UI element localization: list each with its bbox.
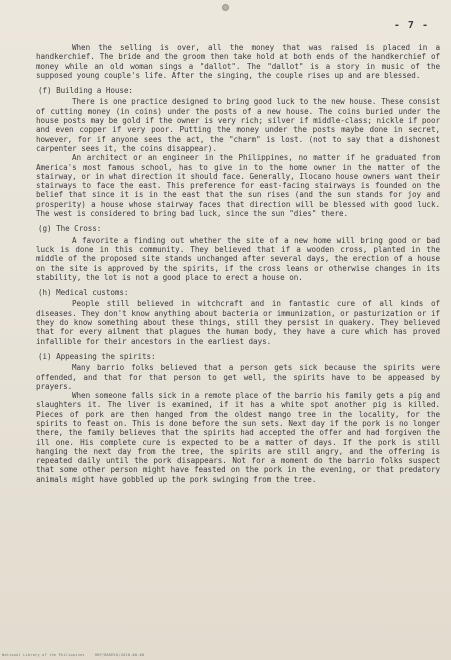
- page-number: - 7 -: [393, 20, 429, 31]
- section-heading: (f) Building a House:: [38, 86, 133, 96]
- body-paragraph: An architect or an engineer in the Philippines, no matter if he graduated from America's most famous school, has to give in to the home owner in the matter of the stairway, or in what direction it should face. Generally, Ilocano house owners want their stairways to face the east. This preference for east-facing stairways is founded on the belief that since it is in the east that the sun rises (and the sun stands for joy and prosperity) a house whose stairway faces that direction will be blessed with good luck. The west is considered to bring bad luck, since the sun "dies" there.: [36, 153, 440, 219]
- section-heading: (i) Appeasing the spirits:: [38, 351, 156, 361]
- body-paragraph: When the selling is over, all the money that was raised is placed in a handkerchief. The bride and the groom then take hold at both ends of the handkerchief of money while an old woman sings a "dallot". The "dallot" is a story in music of the supposed young couple's life. After the singing, the couple rises up and are blessed.: [36, 43, 440, 80]
- section-heading: (h) Medical customs:: [38, 288, 129, 298]
- body-paragraph: People still believed in witchcraft and in fantastic cure of all kinds of diseases. They don't know anything about bacteria or immunization, or pasturization or if they do know something about these things, still they persist in quakery. They believed that for every ailment that plagues the human body, they have a cure which has proved infallible for their ancestors in the earliest days.: [36, 299, 440, 346]
- body-paragraph: When someone falls sick in a remote place of the barrio his family gets a pig and slaughters it. The liver is examined, if it has a white spot another pig is killed. Pieces of pork are then hanged from the oldest mango tree in the locality, for the spirits to feast on. This is done before the sun sets. Next day if the pork is no longer there, the family believes that the spirits had accepted the offer and had forgiven the ill one. His complete cure is expected to be a matter of days. If the pork is still hanging the next day from the tree, the spirits are still angry, and the offering is repeated daily until the pork disappears. Not for a moment do the barrio folks suspect that some other person might have feasted on the pork in the evening, or that predatory animals might have gobbled up the pork swinging from the tree.: [36, 391, 440, 484]
- body-paragraph: There is one practice designed to bring good luck to the new house. These consist of cutting money (in coins) under the posts of a new house. The coins buried under the house posts may be gold if the owner is very rich; silver if middle-class; nickle if poor and even copper if very poor. Putting the money under the posts maybe done in secret, however, for if anyone sees the act, the "charm" is lost. (not to say that a dishonest carpenter sees it, the coins disappear).: [36, 97, 440, 153]
- scan-footer: [2, 653, 144, 657]
- punch-hole: [222, 4, 229, 11]
- document-body: [36, 43, 440, 484]
- body-paragraph: A favorite a finding out whether the site of a new home will bring good or bad luck is done in this community. They believed that if a wooden cross, planted in the middle of the proposed site stands unchanged after several days, the erection of a house on the site is approved by the spirits, if the cross leans or otherwise changes in its stability, the lot is not a good place to erect a house on.: [36, 235, 440, 282]
- section-heading: (g) The Cross:: [38, 224, 102, 234]
- footer-catalog-text: HDP/BARRIO/2018-##-##: [94, 653, 145, 657]
- body-paragraph: Many barrio folks believed that a person gets sick because the spirits were offended, and that for that person to get well, the spirits have to be appeased by prayers.: [36, 363, 440, 391]
- footer-library-text: National Library of the Philippines: [2, 653, 85, 657]
